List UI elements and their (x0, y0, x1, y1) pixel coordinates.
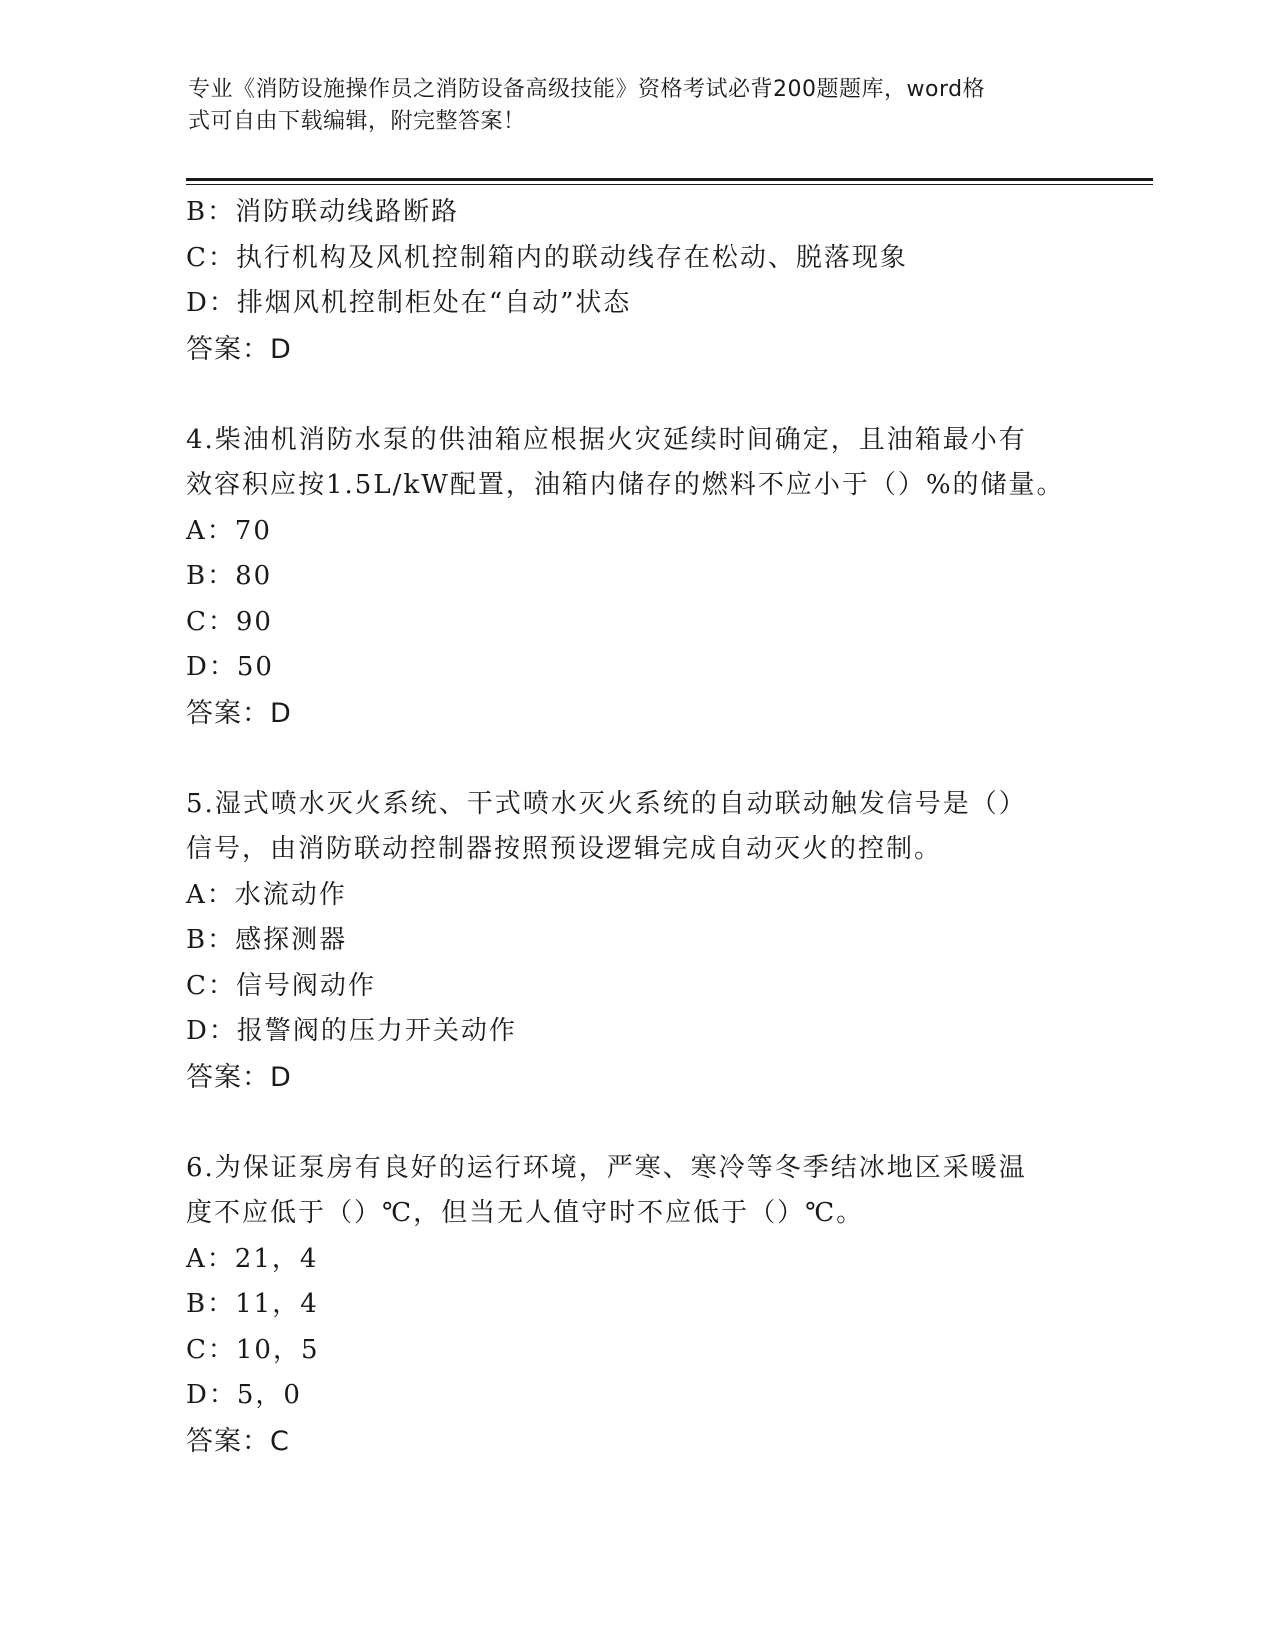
option-a: A：水流动作 (186, 879, 347, 910)
document-header (188, 74, 1068, 138)
spacer (186, 1100, 1086, 1146)
option-d: D：排烟风机控制柜处在“自动”状态 (186, 288, 632, 318)
header-divider-thin (186, 184, 1153, 185)
question-stem-line: 信号，由消防联动控制器按照预设逻辑完成自动灭火的控制。 (186, 834, 943, 864)
answer-line: 答案：C (186, 1425, 290, 1457)
question-4 (186, 418, 1086, 737)
question-list (186, 190, 1086, 1464)
option-c: C：90 (186, 606, 273, 637)
question-stem-line: 5.湿式喷水灭火系统、干式喷水灭火系统的自动联动触发信号是（） (186, 788, 1027, 819)
answer-line: 答案：D (186, 1061, 292, 1093)
question-stem-line: 度不应低于（）℃，但当无人值守时不应低于（）℃。 (186, 1198, 865, 1228)
question-6 (186, 1146, 1086, 1465)
header-line-2: 式可自由下载编辑，附完整答案！ (188, 109, 526, 134)
spacer (186, 372, 1086, 418)
question-continued (186, 190, 1086, 372)
option-b: B：80 (186, 561, 273, 591)
answer-line: 答案：D (186, 697, 292, 729)
question-stem-line: 效容积应按1.5L/kW配置，油箱内储存的燃料不应小于（）%的储量。 (186, 470, 1065, 500)
option-c: C：执行机构及风机控制箱内的联动线存在松动、脱落现象 (186, 242, 908, 273)
header-divider-thick (186, 178, 1153, 181)
option-b: B：11，4 (186, 1289, 319, 1319)
question-stem-line: 6.为保证泵房有良好的运行环境，严寒、寒冷等冬季结冰地区采暖温 (186, 1152, 1027, 1183)
option-b: B：感探测器 (186, 925, 348, 955)
spacer (186, 736, 1086, 782)
option-a: A：21，4 (186, 1243, 319, 1274)
question-stem-line: 4.柴油机消防水泵的供油箱应根据火灾延续时间确定，且油箱最小有 (186, 424, 1027, 455)
answer-line: 答案：D (186, 333, 292, 365)
question-5 (186, 782, 1086, 1101)
option-a: A：70 (186, 515, 272, 546)
option-d: D：5，0 (186, 1380, 302, 1410)
option-b: B：消防联动线路断路 (186, 197, 460, 227)
option-c: C：信号阀动作 (186, 970, 376, 1001)
option-d: D：50 (186, 652, 274, 682)
header-line-1: 专业《消防设施操作员之消防设备高级技能》资格考试必背200题题库，word格 (188, 77, 986, 102)
option-c: C：10，5 (186, 1334, 320, 1365)
option-d: D：报警阀的压力开关动作 (186, 1016, 517, 1046)
